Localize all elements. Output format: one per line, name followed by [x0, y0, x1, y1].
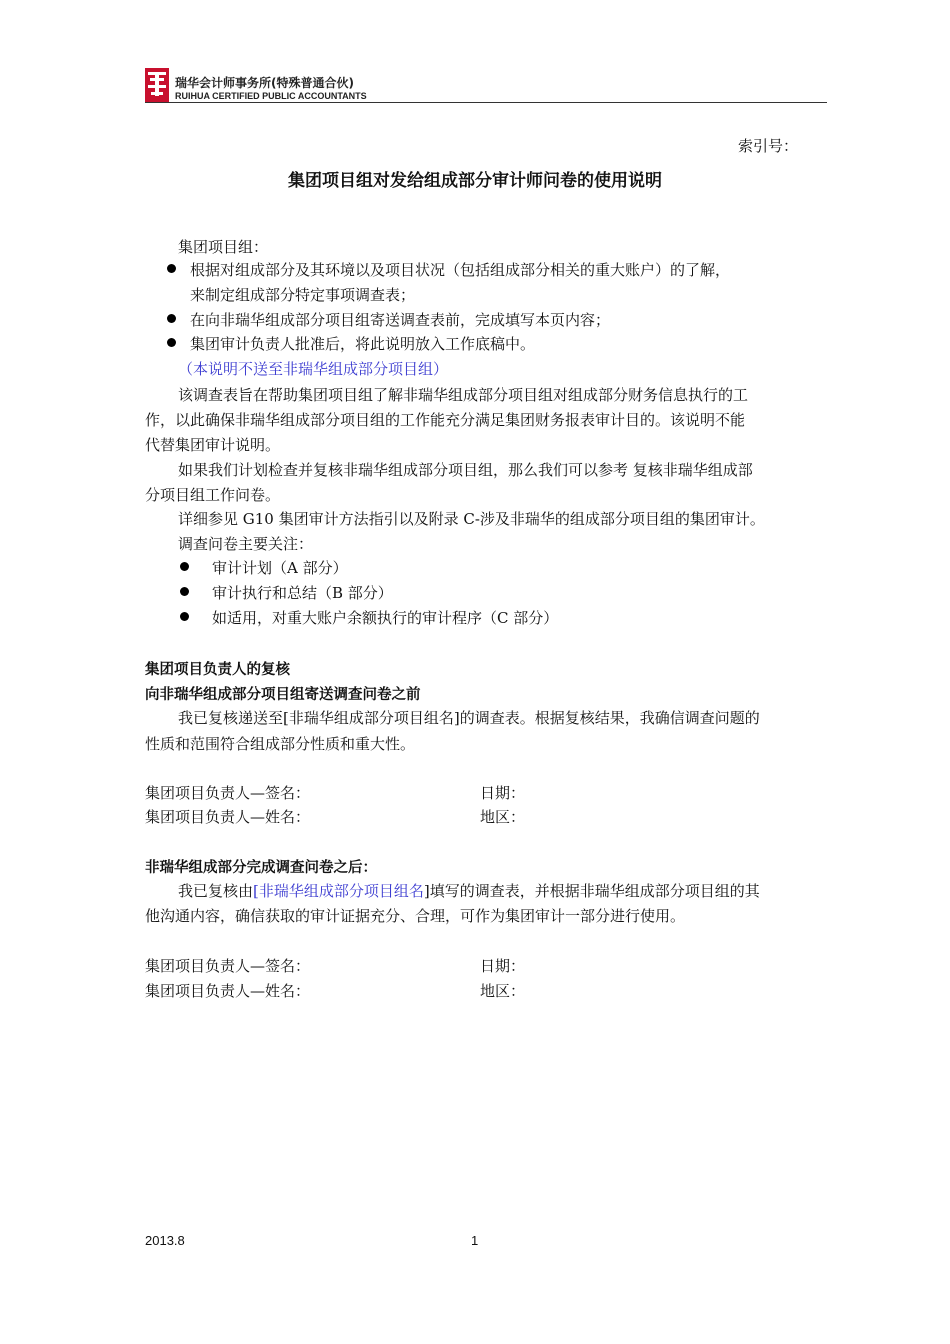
firm-name-cn: 瑞华会计师事务所(特殊普通合伙) [175, 76, 354, 90]
focus-item-b: 审计执行和总结（B 部分） [212, 584, 393, 602]
before-send-text-cont: 性质和范围符合组成部分性质和重大性。 [145, 735, 416, 753]
paragraph-line: 该调查表旨在帮助集团项目组了解非瑞华组成部分项目组对组成部分财务信息执行的工 [178, 386, 749, 404]
after-complete-text-cont: 他沟通内容，确信获取的审计证据充分、合理，可作为集团审计一部分进行使用。 [145, 907, 686, 925]
review-heading: 集团项目负责人的复核 [145, 662, 290, 678]
header-divider [145, 102, 827, 103]
paragraph-line: 作，以此确保非瑞华组成部分项目组的工作能充分满足集团财务报表审计目的。该说明不能 [145, 411, 746, 429]
after-complete-heading: 非瑞华组成部分完成调查问卷之后： [145, 860, 377, 876]
date-label: 日期： [480, 784, 526, 802]
before-send-text: 我已复核递送至[非瑞华组成部分项目组名]的调查表。根据复核结果，我确信调查问题的 [178, 709, 760, 727]
bullet-icon [180, 587, 189, 596]
page-number: 1 [471, 1233, 479, 1248]
firm-logo-icon [145, 68, 169, 102]
bullet-icon [167, 338, 176, 347]
before-send-heading: 向非瑞华组成部分项目组寄送调查问卷之前 [145, 687, 421, 703]
component-team-name-placeholder: [非瑞华组成部分项目组名 [253, 882, 424, 900]
bullet-icon [167, 314, 176, 323]
bullet-icon [180, 612, 189, 621]
intro-bullet-1-cont: 来制定组成部分特定事项调查表； [190, 286, 416, 304]
bullet-icon [180, 562, 189, 571]
date-label: 日期： [480, 957, 526, 975]
name-label: 集团项目负责人—姓名： [145, 982, 311, 1000]
after-text-prefix: 我已复核由 [178, 882, 254, 900]
intro-heading: 集团项目组： [178, 238, 269, 256]
region-label: 地区： [480, 982, 526, 1000]
signature-label: 集团项目负责人—签名： [145, 957, 311, 975]
paragraph-line: 详细参见 G10 集团审计方法指引以及附录 C-涉及非瑞华的组成部分项目组的集团审计。 [178, 510, 765, 528]
paragraph-line: 如果我们计划检查并复核非瑞华组成部分项目组，那么我们可以参考 复核非瑞华组成部 [178, 461, 753, 479]
after-text-suffix: ]填写的调查表，并根据非瑞华组成部分项目组的其 [423, 882, 760, 900]
paragraph-line: 分项目组工作问卷。 [145, 486, 281, 504]
footer-date: 2013.8 [145, 1233, 185, 1248]
firm-name-en: RUIHUA CERTIFIED PUBLIC ACCOUNTANTS [175, 91, 367, 101]
intro-bullet-2: 在向非瑞华组成部分项目组寄送调查表前，完成填写本页内容； [190, 311, 611, 329]
index-number-label: 索引号： [738, 137, 799, 155]
intro-note: （本说明不送至非瑞华组成部分项目组） [178, 360, 449, 378]
name-label: 集团项目负责人—姓名： [145, 808, 311, 826]
document-title: 集团项目组对发给组成部分审计师问卷的使用说明 [288, 171, 662, 191]
intro-bullet-3: 集团审计负责人批准后，将此说明放入工作底稿中。 [190, 335, 536, 353]
signature-label: 集团项目负责人—签名： [145, 784, 311, 802]
focus-item-a: 审计计划（A 部分） [212, 559, 348, 577]
paragraph-line: 调查问卷主要关注： [178, 535, 314, 553]
paragraph-line: 代替集团审计说明。 [145, 436, 281, 454]
focus-item-c: 如适用，对重大账户余额执行的审计程序（C 部分） [212, 609, 559, 627]
bullet-icon [167, 264, 176, 273]
region-label: 地区： [480, 808, 526, 826]
after-complete-text [178, 880, 760, 901]
intro-bullet-1: 根据对组成部分及其环境以及项目状况（包括组成部分相关的重大账户）的了解， [190, 261, 731, 279]
